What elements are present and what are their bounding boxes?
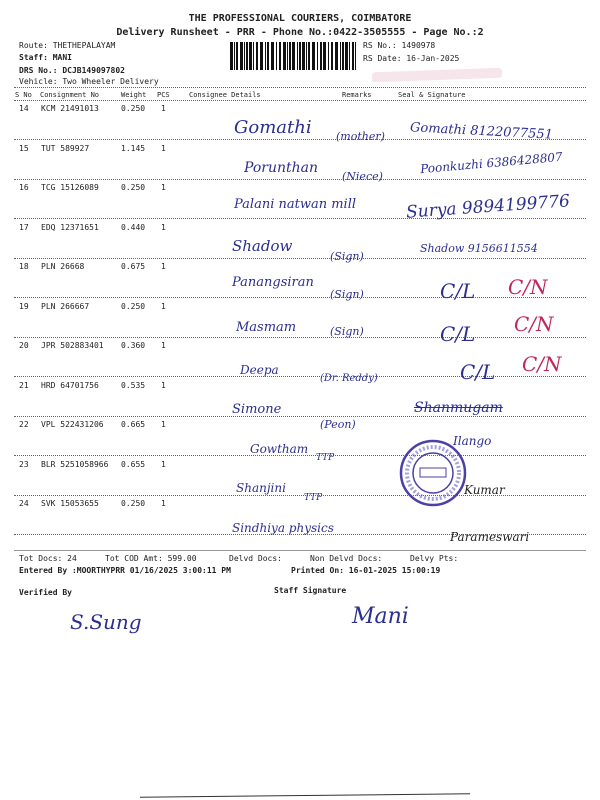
row-pcs: 1 bbox=[161, 183, 166, 192]
row-pcs: 1 bbox=[161, 380, 166, 390]
hand-r18-name: Panangsiran bbox=[232, 275, 314, 290]
hand-r19-sig: C/L bbox=[440, 322, 476, 346]
entered-by: Entered By :MOORTHYPRR 01/16/2025 3:00:11 PM bbox=[19, 566, 231, 575]
row-sno: 15 bbox=[19, 143, 29, 153]
row-weight: 0.665 bbox=[121, 420, 146, 429]
total-docs: Tot Docs: 24 bbox=[19, 554, 77, 563]
hand-r15-remark: (Niece) bbox=[342, 170, 383, 183]
row-consignment: PLN 26668 bbox=[41, 262, 85, 271]
document-title: Delivery Runsheet - PRR - Phone No.:0422-3505555 - Page No.:2 bbox=[116, 27, 484, 38]
row-divider bbox=[14, 297, 586, 298]
row-pcs: 1 bbox=[161, 341, 166, 350]
row-weight: 0.250 bbox=[121, 104, 146, 113]
company-name: THE PROFESSIONAL COURIERS, COIMBATORE bbox=[188, 13, 412, 24]
row-weight: 0.250 bbox=[121, 301, 146, 311]
verified-by-label: Verified By bbox=[19, 588, 72, 597]
row-pcs: 1 bbox=[161, 459, 166, 469]
hand-r20-sig: C/L bbox=[460, 360, 496, 384]
barcode bbox=[230, 42, 356, 70]
hand-r23-remark: TTP bbox=[304, 493, 323, 503]
hand-r20-name: Deepa bbox=[240, 363, 279, 377]
hand-r22-sig: Ilango bbox=[453, 434, 492, 448]
hand-r23-name: Shanjini bbox=[236, 481, 286, 495]
row-consignment: VPL 522431206 bbox=[41, 420, 104, 429]
non-delivered-docs: Non Delvd Docs: bbox=[310, 554, 383, 563]
hand-r17-remark: (Sign) bbox=[330, 250, 364, 263]
scan-edge bbox=[140, 793, 470, 797]
hand-r17-sig: Shadow 9156611554 bbox=[420, 242, 538, 255]
col-seal-signature: Seal & Signature bbox=[398, 91, 466, 99]
row-pcs: 1 bbox=[161, 420, 166, 429]
hand-r15-name: Porunthan bbox=[244, 160, 319, 176]
row-consignment: PLN 266667 bbox=[41, 301, 90, 311]
row-divider bbox=[14, 179, 586, 180]
row-divider bbox=[14, 376, 586, 377]
col-consignment: Consignment No bbox=[40, 91, 100, 99]
row-consignment: TUT 589927 bbox=[41, 143, 90, 153]
staff-signature: Mani bbox=[352, 604, 409, 629]
route: Route: THETHEPALAYAM bbox=[19, 41, 116, 50]
hand-r22-remark: TTP bbox=[316, 453, 335, 463]
row-weight: 0.360 bbox=[121, 341, 146, 350]
verifier-signature: S.Sung bbox=[70, 610, 142, 634]
row-pcs: 1 bbox=[161, 143, 166, 153]
hand-r19-remark: (Sign) bbox=[330, 325, 364, 338]
hand-r20-remark: (Dr. Reddy) bbox=[320, 373, 378, 384]
hand-r14-sig: Gomathi 8122077551 bbox=[409, 120, 554, 143]
row-consignment: JPR 502883401 bbox=[41, 341, 104, 350]
row-pcs: 1 bbox=[161, 104, 166, 113]
hand-r20-cn: C/N bbox=[522, 352, 562, 376]
col-weight: Weight bbox=[121, 91, 147, 99]
hand-r16-name: Palani natwan mill bbox=[234, 197, 357, 212]
vehicle: Vehicle: Two Wheeler Delivery bbox=[19, 77, 159, 86]
row-weight: 0.250 bbox=[121, 499, 146, 508]
row-sno: 19 bbox=[19, 301, 29, 311]
row-consignment: EDQ 12371651 bbox=[41, 222, 99, 232]
col-pcs: PCS bbox=[157, 91, 170, 99]
hand-r19-name: Masmam bbox=[236, 320, 297, 335]
row-sno: 18 bbox=[19, 262, 29, 271]
hand-r17-name: Shadow bbox=[232, 237, 293, 255]
row-weight: 0.440 bbox=[121, 222, 146, 232]
hand-r14-name: Gomathi bbox=[234, 117, 312, 138]
delivered-docs: Delvd Docs: bbox=[229, 554, 282, 563]
row-consignment: SVK 15053655 bbox=[41, 499, 99, 508]
hand-r21-remark: (Peon) bbox=[320, 418, 356, 431]
hand-r19-cn: C/N bbox=[514, 312, 554, 336]
col-remarks: Remarks bbox=[342, 91, 372, 99]
row-pcs: 1 bbox=[161, 262, 166, 271]
row-sno: 21 bbox=[19, 380, 29, 390]
row-pcs: 1 bbox=[161, 222, 166, 232]
hand-r16-sig: Surya 9894199776 bbox=[405, 191, 571, 223]
staff: Staff: MANI bbox=[19, 53, 72, 62]
row-consignment: BLR 5251058966 bbox=[41, 459, 109, 469]
row-sno: 20 bbox=[19, 341, 29, 350]
row-weight: 1.145 bbox=[121, 143, 146, 153]
delivery-points: Delvy Pts: bbox=[410, 554, 459, 563]
row-pcs: 1 bbox=[161, 499, 166, 508]
hand-r14-remark: (mother) bbox=[336, 130, 385, 143]
hand-r18-cn: C/N bbox=[508, 275, 548, 299]
staff-signature-label: Staff Signature bbox=[274, 586, 347, 595]
row-sno: 14 bbox=[19, 104, 29, 113]
total-cod-amount: Tot COD Amt: 599.00 bbox=[105, 554, 197, 563]
row-divider bbox=[14, 337, 586, 338]
col-consignee: Consignee Details bbox=[189, 91, 261, 99]
row-sno: 22 bbox=[19, 420, 29, 429]
row-consignment: TCG 15126089 bbox=[41, 183, 99, 192]
col-sno: S No bbox=[15, 91, 32, 99]
printed-on: Printed On: 16-01-2025 15:00:19 bbox=[291, 566, 441, 575]
hand-r23-sig: Kumar bbox=[464, 483, 505, 497]
row-sno: 23 bbox=[19, 459, 29, 469]
hand-r18-remark: (Sign) bbox=[330, 288, 364, 301]
hand-r24-sig: Parameswari bbox=[450, 530, 530, 544]
hand-r21-sig: Shanmugam bbox=[414, 400, 503, 416]
row-divider bbox=[14, 258, 586, 259]
row-weight: 0.655 bbox=[121, 459, 146, 469]
row-consignment: HRD 64701756 bbox=[41, 380, 99, 390]
row-sno: 24 bbox=[19, 499, 29, 508]
hand-r24-name: Sindhiya physics bbox=[232, 521, 334, 535]
hand-r18-sig: C/L bbox=[440, 279, 476, 303]
round-stamp bbox=[398, 438, 468, 508]
row-consignment: KCM 21491013 bbox=[41, 104, 99, 113]
row-sno: 17 bbox=[19, 222, 29, 232]
row-pcs: 1 bbox=[161, 301, 166, 311]
hand-r22-name: Gowtham bbox=[250, 442, 309, 456]
row-weight: 0.250 bbox=[121, 183, 146, 192]
hand-r21-name: Simone bbox=[232, 402, 282, 417]
row-sno: 16 bbox=[19, 183, 29, 192]
row-weight: 0.675 bbox=[121, 262, 146, 271]
rs-number: RS No.: 1490978 bbox=[363, 41, 436, 50]
faded-stamp bbox=[372, 68, 502, 83]
row-weight: 0.535 bbox=[121, 380, 146, 390]
rs-date: RS Date: 16-Jan-2025 bbox=[363, 54, 460, 63]
hand-r15-sig: Poonkuzhi 6386428807 bbox=[419, 149, 564, 177]
row-divider bbox=[14, 218, 586, 219]
drs-number: DRS No.: DCJB149097802 bbox=[19, 66, 125, 75]
